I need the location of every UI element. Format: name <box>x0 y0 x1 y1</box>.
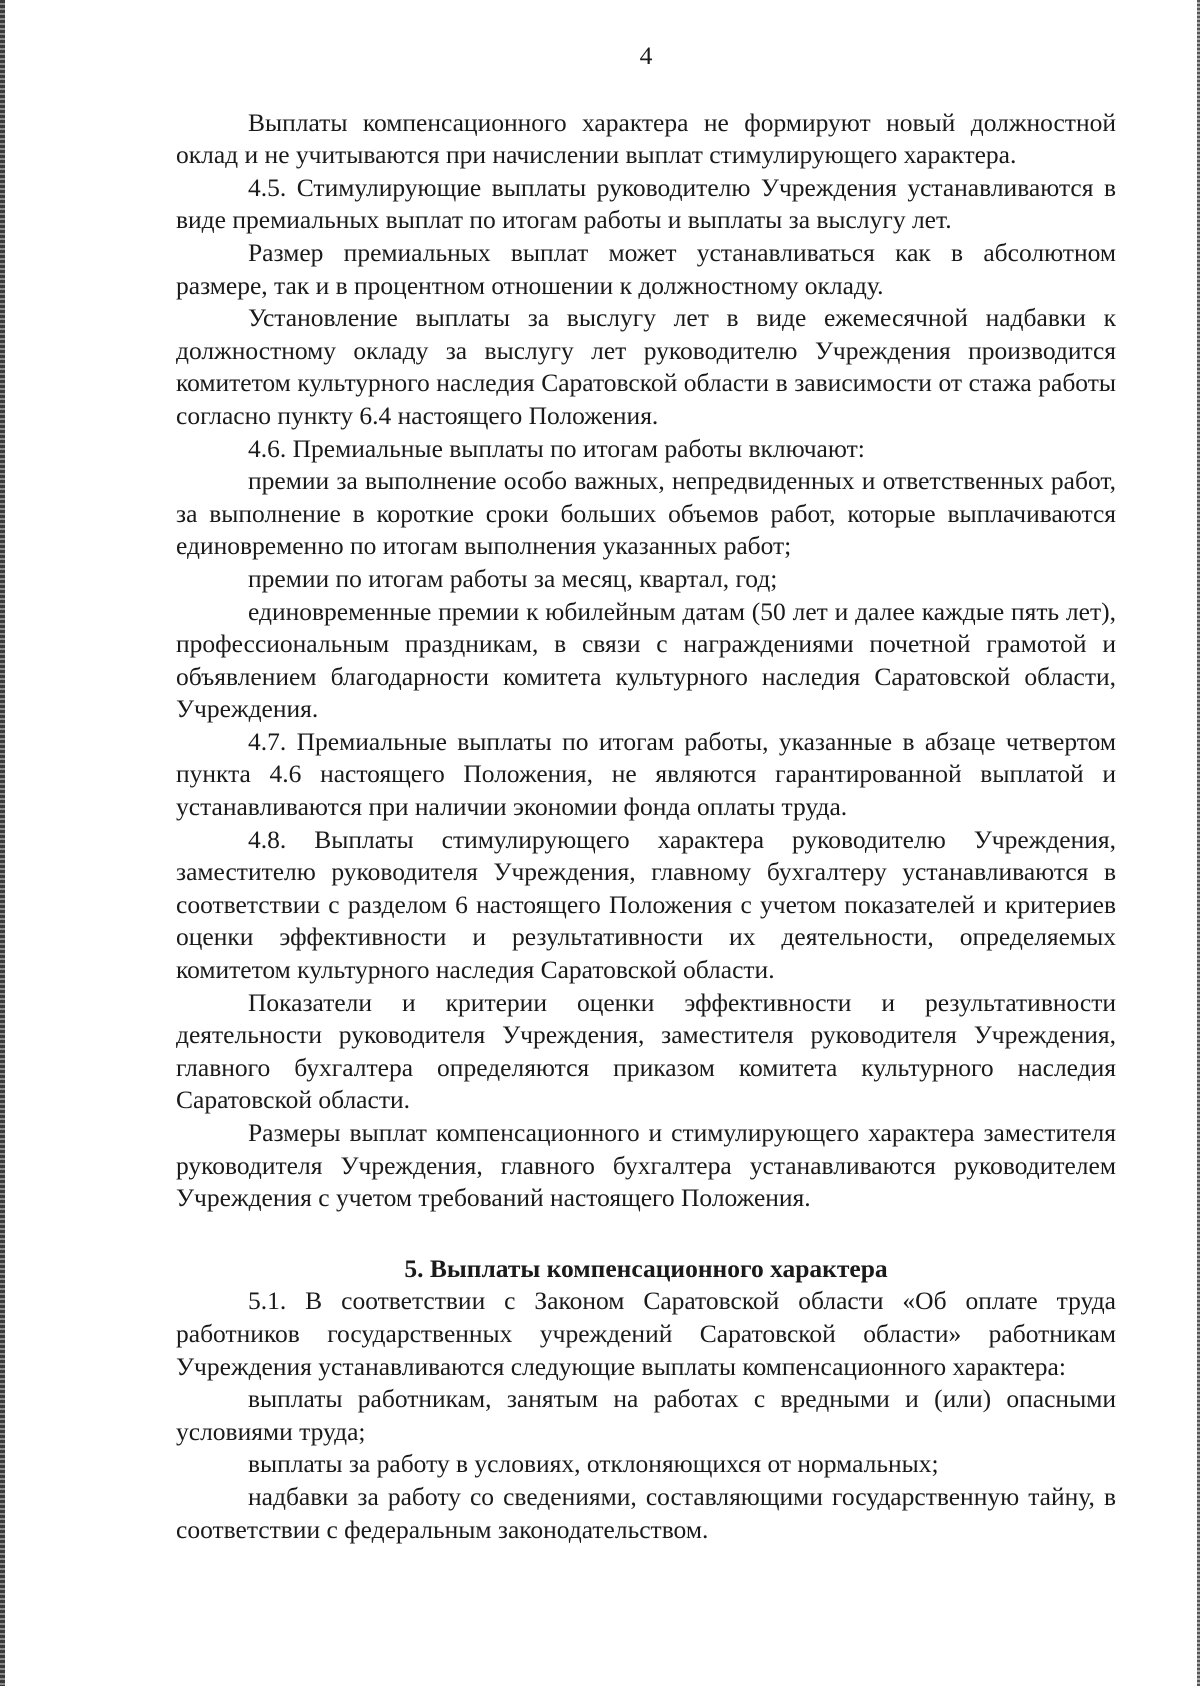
paragraph-hazardous-work: выплаты работникам, занятым на работах с вредными и (или) опасными условиями труда; <box>176 1384 1116 1446</box>
scan-edge-left <box>0 0 5 1686</box>
paragraph-seniority-allowance: Установление выплаты за выслугу лет в виде ежемесячной надбавки к должностному окладу за выслугу лет руководителю Учреждения производится комитетом культурного наследия Саратовской области в зависимости от стажа работы согласно пункту 6.4 настоящего Положения. <box>176 303 1116 430</box>
page-number: 4 <box>639 41 653 70</box>
paragraph-4-5: 4.5. Стимулирующие выплаты руководителю Учреждения устанавливаются в виде премиальных выплат по итогам работы и выплаты за выслугу лет. <box>176 172 1116 235</box>
paragraph-compensation-note: Выплаты компенсационного характера не формируют новый должностной оклад и не учитываются при начислении выплат стимулирующего характера. <box>176 107 1116 170</box>
paragraph-abnormal-conditions: выплаты за работу в условиях, отклоняющихся от нормальных; <box>248 1449 939 1479</box>
paragraph-state-secret: надбавки за работу со сведениями, составляющими государственную тайну, в соответствии с федеральным законодательством. <box>176 1481 1116 1544</box>
section-heading-5: 5. Выплаты компенсационного характера <box>404 1253 888 1283</box>
paragraph-payment-amounts: Размеры выплат компенсационного и стимулирующего характера заместителя руководителя Учреждения, главного бухгалтера устанавливаются руководителем Учреждения с учетом требований настоящего Положения. <box>176 1118 1116 1213</box>
paragraph-4-8: 4.8. Выплаты стимулирующего характера руководителю Учреждения, заместителю руководителя Учреждения, главному бухгалтеру устанавливаются в соответствии с разделом 6 настоящего Положения с учетом показателей и критериев оценки эффективности и результативности их деятельности, определяемых комитетом культурного наследия Саратовской области. <box>176 824 1116 985</box>
paragraph-bonus-period: премии по итогам работы за месяц, квартал, год; <box>248 563 778 593</box>
document-page <box>176 40 1116 1546</box>
paragraph-4-7: 4.7. Премиальные выплаты по итогам работы, указанные в абзаце четвертом пункта 4.6 настоящего Положения, не являются гарантированной выплатой и устанавливаются при наличии экономии фонда оплаты труда. <box>176 726 1116 822</box>
paragraph-bonus-important-work: премии за выполнение особо важных, непредвиденных и ответственных работ, за выполнение в короткие сроки больших объемов работ, которые выплачиваются единовременно по итогам выполнения указанных работ; <box>176 466 1116 561</box>
paragraph-4-6: 4.6. Премиальные выплаты по итогам работы включают: <box>248 433 865 463</box>
paragraph-bonus-anniversary: единовременные премии к юбилейным датам (50 лет и далее каждые пять лет), профессиональным праздникам, в связи с награждениями почетной грамотой и объявлением благодарности комитета культурного наследия Саратовской области, Учреждения. <box>176 596 1116 724</box>
paragraph-bonus-size: Размер премиальных выплат может устанавливаться как в абсолютном размере, так и в процентном отношении к должностному окладу. <box>176 237 1116 300</box>
paragraph-indicators: Показатели и критерии оценки эффективности и результативности деятельности руководителя Учреждения, заместителя руководителя Учреждения, главного бухгалтера определяются приказом комитета культурного наследия Саратовской области. <box>176 987 1116 1115</box>
paragraph-5-1: 5.1. В соответствии с Законом Саратовской области «Об оплате труда работников государственных учреждений Саратовской области» работникам Учреждения устанавливаются следующие выплаты компенсационного характера: <box>176 1286 1116 1381</box>
